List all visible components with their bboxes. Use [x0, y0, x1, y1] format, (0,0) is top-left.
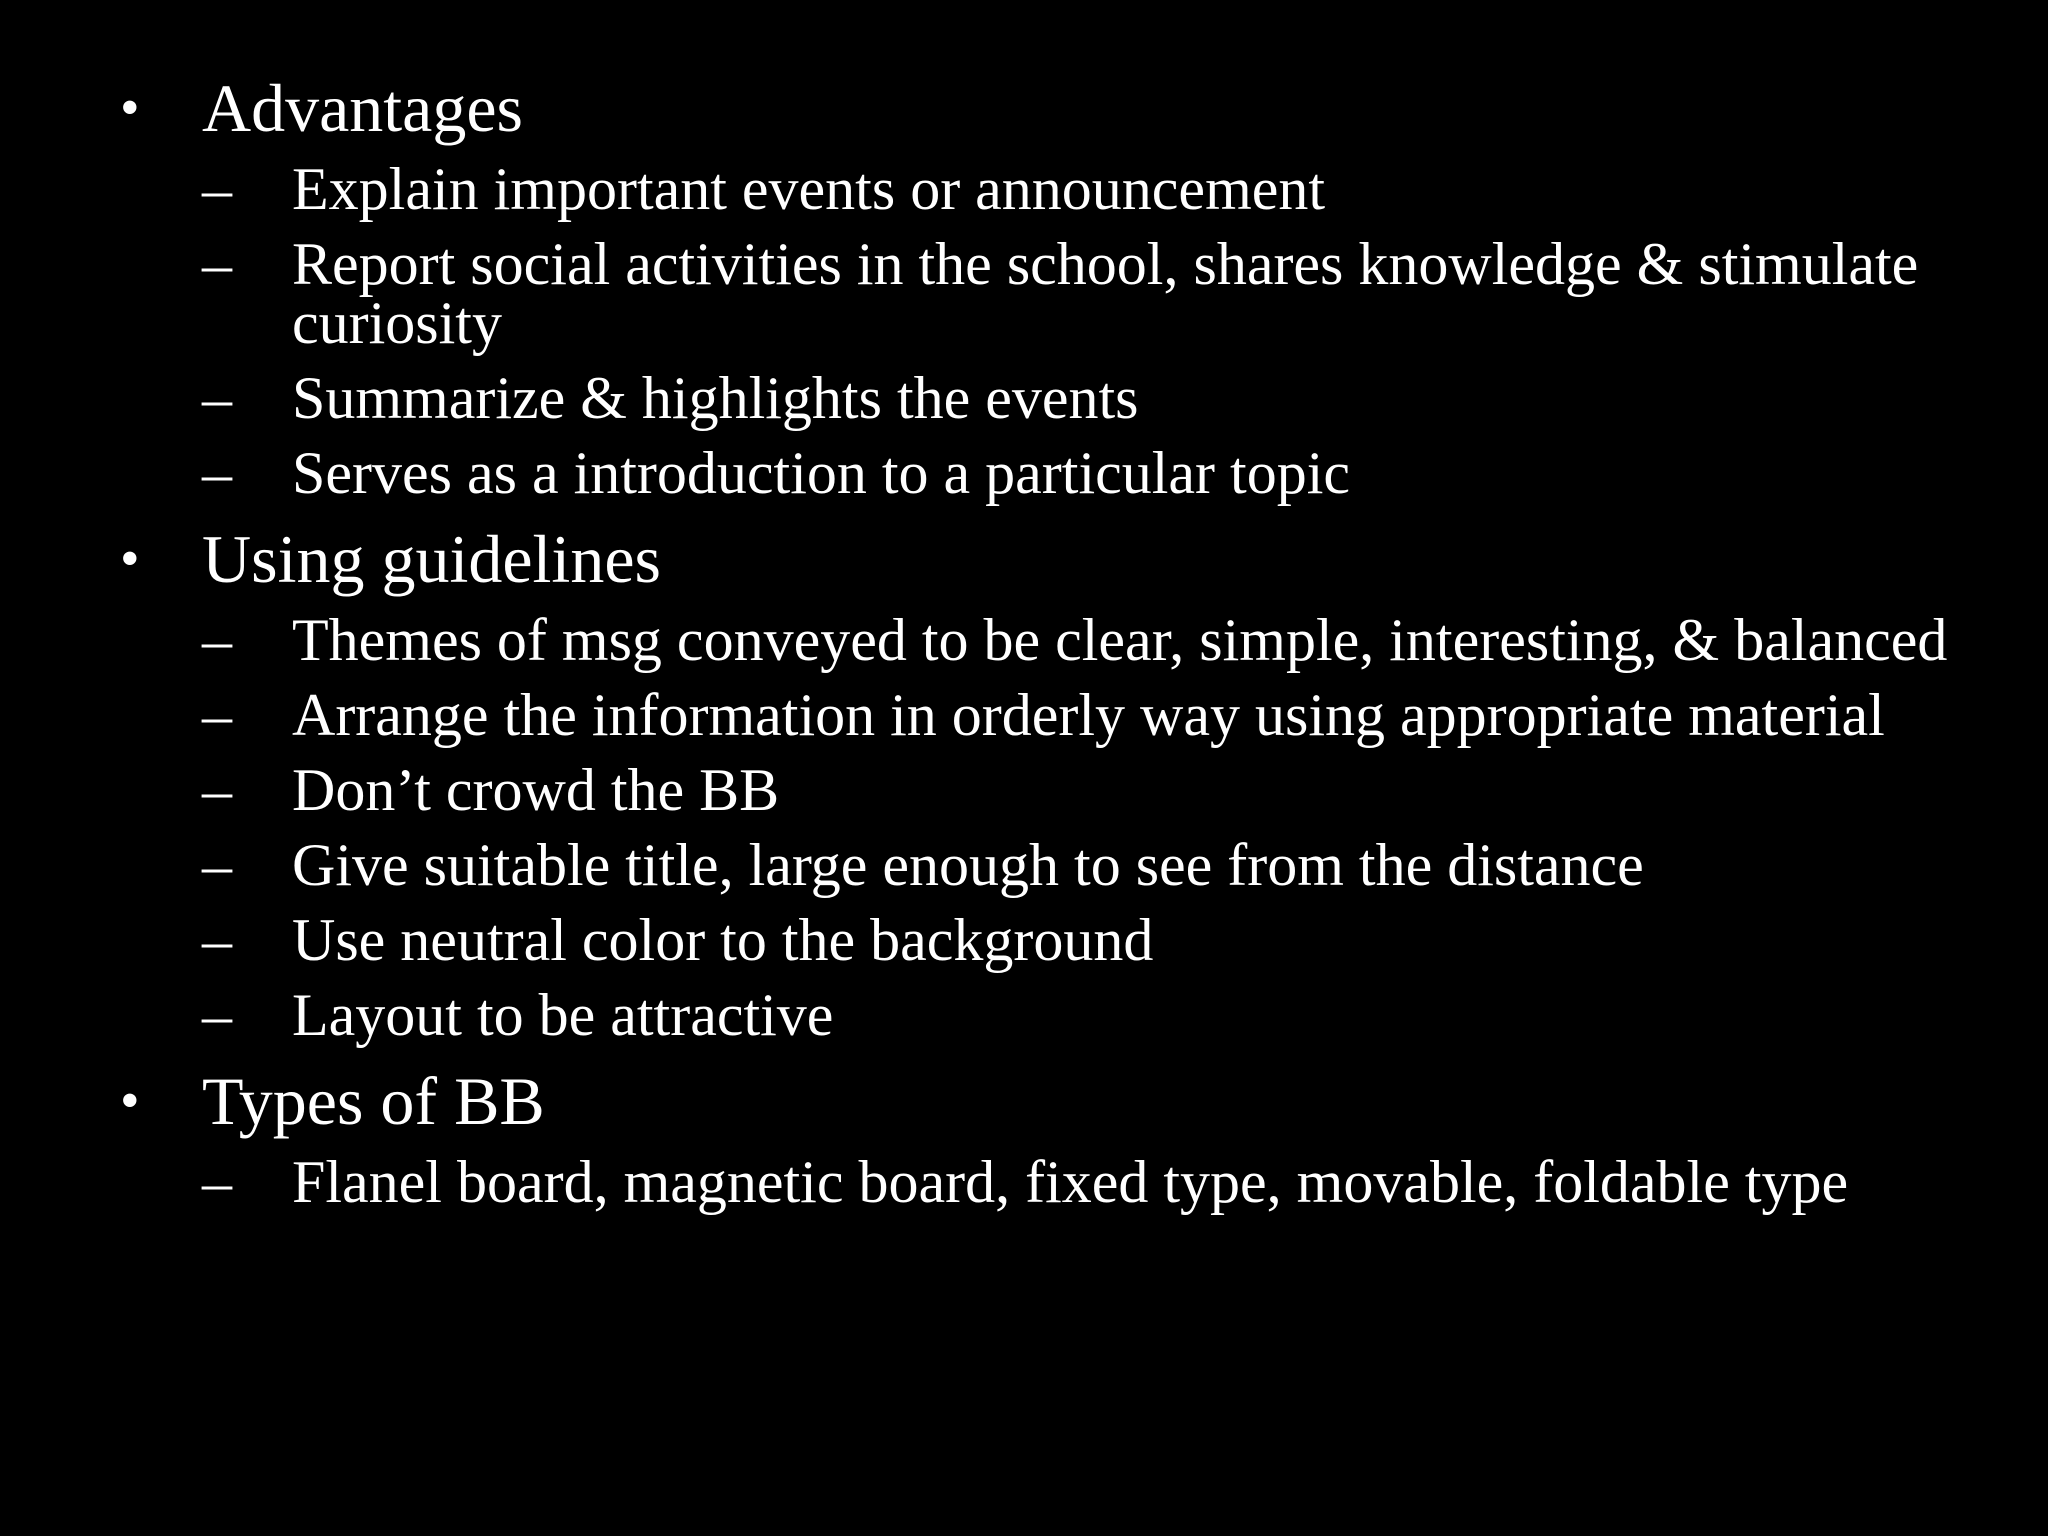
- dash-marker: –: [202, 982, 232, 1048]
- list-item: [202, 231, 1980, 356]
- list-item-text: Give suitable title, large enough to see from the distance: [292, 832, 1644, 898]
- list-item-text: Explain important events or announcement: [292, 156, 1326, 222]
- section-heading: Types of BB: [202, 1063, 545, 1139]
- list-item-text: Don’t crowd the BB: [292, 757, 780, 823]
- section-heading: Advantages: [202, 70, 524, 146]
- list-item: [202, 1149, 1980, 1215]
- list-item: [202, 832, 1980, 898]
- list-item: [202, 607, 1980, 673]
- list-item-text: Layout to be attractive: [292, 982, 834, 1048]
- bullet-marker: •: [120, 77, 140, 139]
- list-item: [202, 907, 1980, 973]
- section-heading: Using guidelines: [202, 521, 661, 597]
- list-item-text: Themes of msg conveyed to be clear, simple, interesting, & balanced: [292, 607, 1948, 673]
- dash-marker: –: [202, 440, 232, 506]
- bullet-marker: •: [120, 1070, 140, 1132]
- list-item-text: Report social activities in the school, shares knowledge & stimulate curiosity: [292, 231, 1919, 356]
- list-item-text: Arrange the information in orderly way using appropriate material: [292, 682, 1885, 748]
- bullet-marker: •: [120, 528, 140, 590]
- dash-marker: –: [202, 156, 232, 222]
- bullet-list: [120, 68, 1980, 1228]
- dash-marker: –: [202, 1149, 232, 1215]
- list-item: [202, 440, 1980, 506]
- dash-marker: –: [202, 365, 232, 431]
- dash-marker: –: [202, 757, 232, 823]
- list-item-text: Use neutral color to the background: [292, 907, 1154, 973]
- section-types-of-bb: [120, 1061, 1980, 1215]
- dash-marker: –: [202, 231, 232, 297]
- dash-marker: –: [202, 682, 232, 748]
- section-using-guidelines: [120, 519, 1980, 1048]
- list-item-text: Serves as a introduction to a particular topic: [292, 440, 1350, 506]
- list-item: [202, 156, 1980, 222]
- sub-list: [202, 1149, 1980, 1215]
- dash-marker: –: [202, 832, 232, 898]
- list-item: [202, 365, 1980, 431]
- sub-list: [202, 156, 1980, 506]
- section-advantages: [120, 68, 1980, 506]
- list-item-text: Flanel board, magnetic board, fixed type, movable, foldable type: [292, 1149, 1849, 1215]
- dash-marker: –: [202, 907, 232, 973]
- list-item-text: Summarize & highlights the events: [292, 365, 1139, 431]
- dash-marker: –: [202, 607, 232, 673]
- list-item: [202, 757, 1980, 823]
- sub-list: [202, 607, 1980, 1048]
- list-item: [202, 682, 1980, 748]
- list-item: [202, 982, 1980, 1048]
